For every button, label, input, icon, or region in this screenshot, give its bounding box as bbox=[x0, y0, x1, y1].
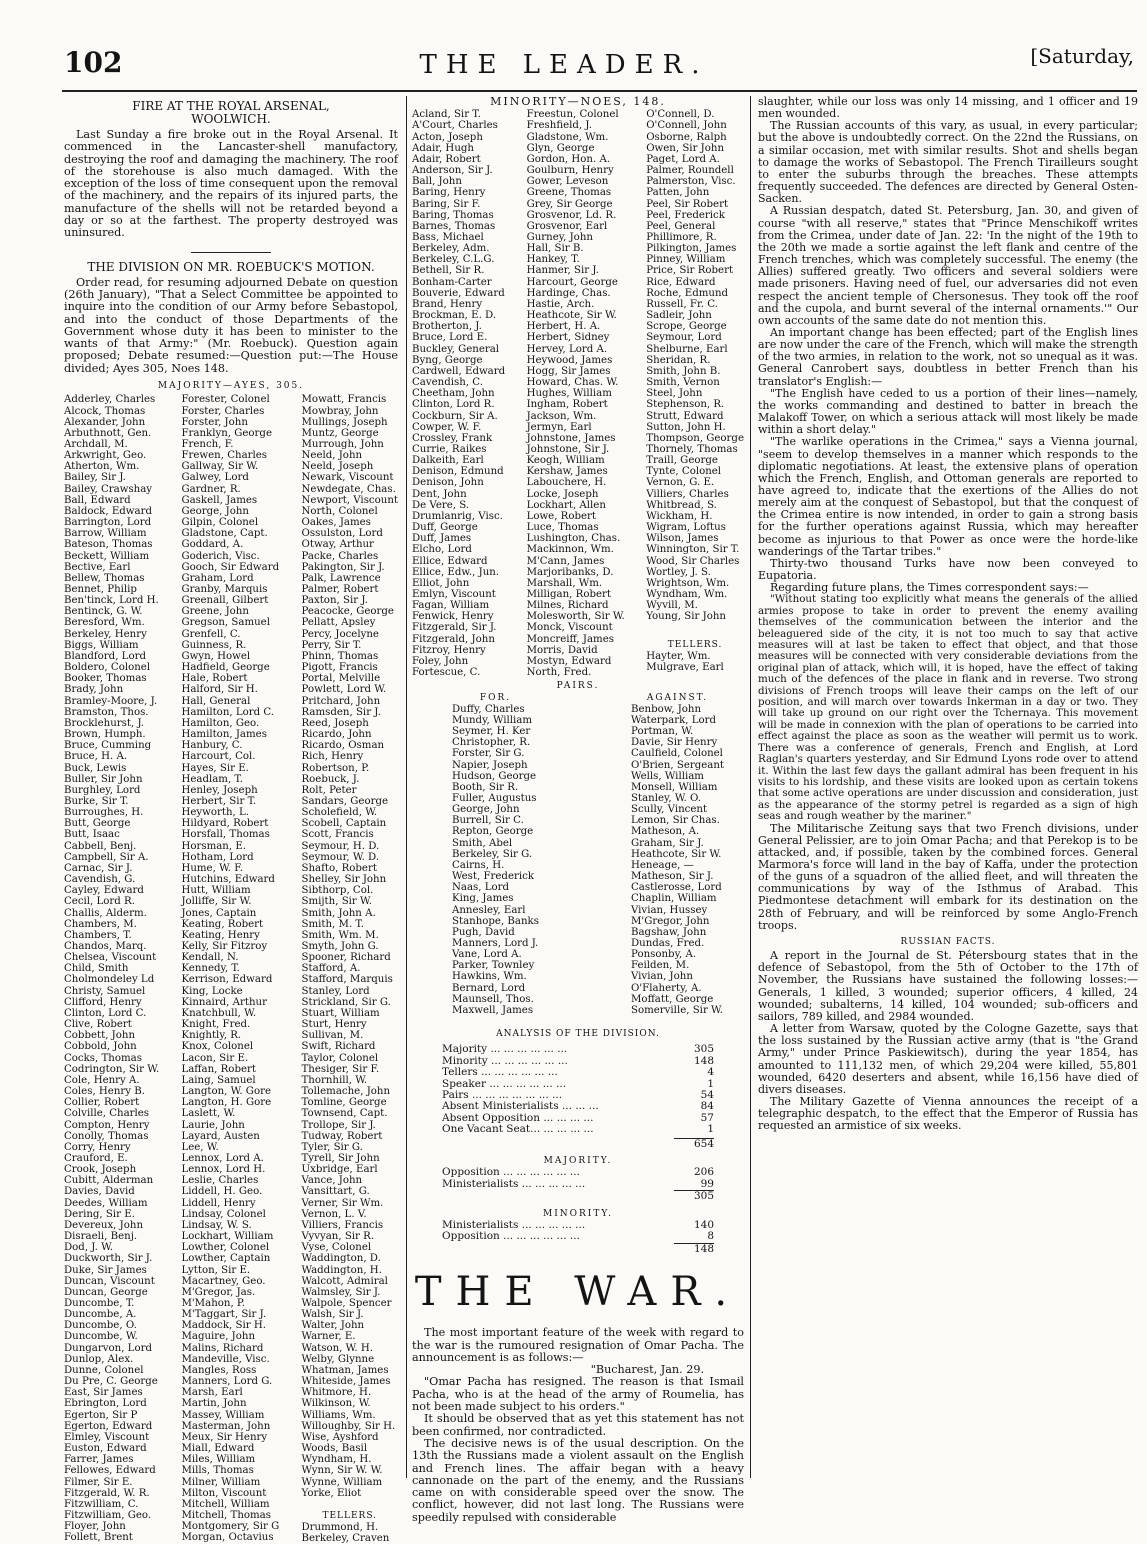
minority-heading: MINORITY—NOES, 148. bbox=[490, 95, 666, 108]
analysis-row-label: Ministerialists ... ... ... ... ... bbox=[442, 1177, 586, 1190]
analysis-table bbox=[412, 1044, 744, 1255]
pairs-list bbox=[412, 693, 744, 1017]
war-heading: THE WAR. bbox=[414, 1269, 742, 1316]
newspaper-title: THE LEADER. bbox=[419, 50, 709, 80]
russian-facts-heading: RUSSIAN FACTS. bbox=[900, 936, 996, 947]
noes-column-1: Acland, Sir T. A'Court, Charles Acton, Joseph Adair, Hugh Adair, Robert Anderson, Sir J. Ball, John Baring, Henry Baring, Sir F. Baring, Thomas Barnes, Thomas Bass, Michael Berkeley, Adm. Berkeley, C.L.G. Bethell, Sir R. Bonham-Carter Bouverie, Edward Brand, Henry Brockman, E. D. Brotherton, J. Bruce, Lord E. Buckley, General Byng, George Cardwell, Edward Cavendish, C. Cheetham, John Clinton, Lord R. Cockburn, Sir A. Cowper, W. F. Crossley, Frank Currie, Raikes Dalkeith, Earl Denison, Edmund Denison, John Dent, John De Vere, S. Drumlanrig, Visc. Duff, George Duff, James Elcho, Lord Ellice, Edward Ellice, Edw., Jun. Elliot, John Emlyn, Viscount Fagan, William Fenwick, Henry Fitzgerald, Sir J. Fitzgerald, John Fitzroy, Henry Foley, John Fortescue, C. bbox=[412, 109, 506, 679]
war-continued-10: The Militarische Zeitung says that two French divisions, under General Pelissier, are to join Omar Pacha; and that Perekop is to be attacked, and, if possible, taken by the combined forces. General Marmora's force will land in the bay of Kaffa, under the protection of the guns of a squadron of the allied fleet, and will threaten the communications by way of the Isthmus of Arabad. This Piedmontese detachment will embark for its destination on the 28th of February, and will be reinforced by some Anglo-French troops. bbox=[758, 821, 1138, 932]
war-continued-7: Thirty-two thousand Turks have now been conveyed to Eupatoria. bbox=[758, 556, 1138, 583]
analysis-row-label: Opposition ... ... ... ... ... ... bbox=[442, 1166, 580, 1179]
analysis-total: 654 bbox=[674, 1138, 714, 1150]
ayes-column-3: Mowatt, Francis Mowbray, John Mullings, Joseph Muntz, George Murrough, John Neeld, John Neeld, Joseph Newark, Viscount Newdegate, Chas. Newport, Viscount North, Colonel Oakes, James Ossulston, Lord Otway, Arthur Packe, Charles Pakington, Sir J. Palk, Lawrence Palmer, Robert Paxton, Sir J. Peacocke, George Pellatt, Apsley Percy, Jocelyne Perry, Sir T. Phinn, Thomas Pigott, Francis Portal, Melville Powlett, Lord W. Pritchard, John Ramsden, Sir J. Reed, Joseph Ricardo, John Ricardo, Osman Rich, Henry Robertson, P. Roebuck, J. Rolt, Peter Sandars, George Scholefield, W. Scobell, Captain Scott, Francis Seymour, H. D. Seymour, W. D. Shafto, Robert Shelley, Sir John Sibthorp, Col. Smijth, Sir W. Smith, John A. Smith, M. T. Smith, Wm. M. Smyth, John G. Spooner, Richard Stafford, A. Stafford, Marquis Stanley, Lord Strickland, Sir G. Stuart, William Sturt, Henry Sullivan, M. Swift, Richard Taylor, Colonel Thesiger, Sir F. Thornhill, W. Tollemache, John Tomline, George Townsend, Capt. Trollope, Sir J. Tudway, Robert Tyler, Sir G. Tyrell, Sir John Uxbridge, Earl Vance, John Vansittart, G. Verner, Sir Wm. Vernon, L. V. Villiers, Francis Vyvyan, Sir R. Vyse, Colonel Waddington, D. Waddington, H. Walcott, Admiral Walmsley, Sir J. Walpole, Spencer Walsh, Sir J. Walter, John Warner, E. Watson, W. H. Welby, Glynne Whatman, James Whiteside, James Whitmore, H. Wilkinson, W. Williams, Wm. Willoughby, Sir H. Wise, Ayshford Woods, Basil Wyndham, H. Wynn, Sir W. W. Wynne, William Yorke, Eliot TELLERS. Drummond, H. Berkeley, Craven bbox=[301, 394, 398, 1544]
analysis-row-value: 140 bbox=[693, 1219, 714, 1232]
masthead bbox=[64, 40, 1134, 90]
war-continued-6: "The warlike operations in the Crimea," says a Vienna journal, "seem to develop themselves in a manner which responds to the diplomatic negotiations. At least, the extensive plans of operation which the French, English, and Ottoman generals are reported to have agreed to, indicate that the exertions of the Allies do not merely aim at the conquest of Sebastopol, but that the conquest of the Crimea entire is now intended, in order to gain a strong basis for the further operations against Russia, which may hereafter become as injurious to that Power as once were the horde-like wanderings of the Tartar tribes." bbox=[758, 435, 1138, 558]
analysis-row-value: 54 bbox=[700, 1089, 714, 1102]
analysis-row-value: 1 bbox=[707, 1123, 714, 1136]
war-continued-5: "The English have ceded to us a portion of their lines—namely, the works commanding and destined to batter in breach the Malakoff Tower, on which a serious attack will most likely be made within a short delay." bbox=[758, 386, 1138, 437]
analysis-row-label: Tellers ... ... ... ... ... ... bbox=[442, 1066, 558, 1079]
page-number: 102 bbox=[64, 46, 123, 79]
analysis-row-label: Absent Opposition ... ... ... ... bbox=[442, 1111, 594, 1124]
column-left bbox=[64, 100, 398, 1544]
ayes-list bbox=[64, 394, 398, 1544]
war-continued-3: A Russian despatch, dated St. Petersburg, Jan. 30, and given of course "with all reserve," states that "Prince Menschikoff writes from the Crimea, under date of Jan. 22: 'In the night of the 19th to the 20th we made a sortie against the left flank and centre of the French trenches, which was completely successful. The enemy (the Allies) suffered greatly. Two officers and several soldiers were made prisoners. Having need of fuel, our adversaries did not even respect the ancient temple of Chersonesus. They took off the roof and the cupola, and burnt several of the internal ornaments.'" Our own accounts of the same date do not mention this. bbox=[758, 204, 1138, 327]
analysis-row-value: 57 bbox=[700, 1111, 714, 1124]
analysis-minority-total: 148 bbox=[674, 1243, 714, 1255]
russian-facts-1: A report in the Journal de St. Pétersbourg states that in the defence of Sebastopol, from the 5th of October to the 17th of November, the Russians have sustained the following losses:—Generals, 1 killed, 3 wounded; superior officers, 4 killed, 24 wounded; subalterns, 14 killed, 104 wounded; sub-officers and sailors, 789 killed, and 2984 wounded. bbox=[758, 949, 1138, 1023]
column-rule-1 bbox=[406, 96, 407, 1478]
analysis-row-value: 1 bbox=[707, 1077, 714, 1090]
noes-tellers-heading: TELLERS. bbox=[667, 639, 723, 650]
analysis-row-label: Pairs ... ... ... ... ... ... ... bbox=[442, 1089, 563, 1102]
war-continued-4: An important change has been effected; part of the English lines are now under the care of the French, which will make the strength of the two armies, in relation to the work, not so unequal as it was. General Canrobert says, doubtless in better French than his translator's English:— bbox=[758, 325, 1138, 388]
war-continued-8: Regarding future plans, the Times correspondent says:— bbox=[770, 581, 1089, 595]
majority-heading: MAJORITY—AYES, 305. bbox=[157, 381, 305, 392]
analysis-row-label: Opposition ... ... ... ... ... ... bbox=[442, 1230, 580, 1243]
ayes-tellers-heading: TELLERS. bbox=[322, 1510, 378, 1521]
noes-column-3: O'Connell, D. O'Connell, John Osborne, Ralph Owen, Sir John Paget, Lord A. Palmer, Roundell Palmerston, Visc. Patten, John Peel, Sir Robert Peel, Frederick Peel, General Phillimore, R. Pilkington, James Pinney, William Price, Sir Robert Rice, Edward Roche, Edmund Russell, Fr. C. Sadleir, John Scrope, George Seymour, Lord Shelburne, Earl Sheridan, R. Smith, John B. Smith, Vernon Steel, John Stephenson, R. Strutt, Edward Sutton, John H. Thompson, George Thornely, Thomas Traill, George Tynte, Colonel Vernon, G. E. Villiers, Charles Whitbread, S. Wickham, H. Wigram, Loftus Wilson, James Winnington, Sir T. Wood, Sir Charles Wortley, J. S. Wrightson, Wm. Wyndham, Wm. Wyvill, M. Young, Sir John TELLERS. Hayter, Wm. Mulgrave, Earl bbox=[646, 109, 744, 673]
fire-subheading: WOOLWICH. bbox=[191, 112, 271, 126]
analysis-rows bbox=[442, 1044, 714, 1135]
analysis-row bbox=[442, 1124, 714, 1135]
column-rule-2 bbox=[750, 96, 751, 1478]
pairs-against: AGAINST. Benbow, John Waterpark, Lord Portman, W. Davie, Sir Henry Caulfield, Colonel O'Brien, Sergeant Wells, William Monsell, William Stanley, W. O. Scully, Vincent Lemon, Sir Chas. Matheson, A. Graham, Sir J. Heathcote, Sir W. Heneage, — Matheson, Sir J. Castlerosse, Lord Chaplin, William Vivian, Hussey M'Gregor, John Bagshaw, John Dundas, Fred. Ponsonby, A. Feilden, M. Vivian, John O'Flaherty, A. Moffatt, George Somerville, Sir W. bbox=[631, 692, 724, 1016]
russian-facts-3: The Military Gazette of Vienna announces the receipt of a telegraphic despatch, to the effect that the Emperor of Russia has requested an armistice of six weeks. bbox=[758, 1094, 1138, 1133]
masthead-rule bbox=[62, 90, 1137, 92]
issue-day: [Saturday, bbox=[1030, 44, 1134, 68]
analysis-row-label: Ministerialists ... ... ... ... ... bbox=[442, 1219, 586, 1232]
section-divider bbox=[191, 252, 271, 253]
war-dateline: "Bucharest, Jan. 29. bbox=[590, 1363, 704, 1377]
analysis-row-value: 4 bbox=[707, 1066, 714, 1079]
analysis-row-label: Minority ... ... ... ... ... ... bbox=[442, 1054, 568, 1067]
analysis-minority-heading: MINORITY. bbox=[542, 1208, 613, 1219]
column-middle bbox=[412, 96, 744, 1524]
ayes-column-1: Adderley, Charles Alcock, Thomas Alexander, John Arbuthnott, Gen. Archdall, M. Arkwright, Geo. Atherton, Wm. Bailey, Sir J. Bailey, Crawshay Ball, Edward Baldock, Edward Barrington, Lord Barrow, William Bateson, Thomas Beckett, William Bective, Earl Bellew, Thomas Bennet, Philip Ben'tinck, Lord H. Bentinck, G. W. Beresford, Wm. Berkeley, Henry Biggs, William Blandford, Lord Boldero, Colonel Booker, Thomas Brady, John Bramley-Moore, J. Bramston, Thos. Brocklehurst, J. Brown, Humph. Bruce, Cumming Bruce, H. A. Buck, Lewis Buller, Sir John Burghley, Lord Burke, Sir T. Burroughes, H. Butt, George Butt, Isaac Cabbell, Benj. Campbell, Sir A. Carnac, Sir J. Cavendish, G. Cayley, Edward Cecil, Lord R. Challis, Alderm. Chambers, M. Chambers, T. Chandos, Marq. Chelsea, Viscount Child, Smith Cholmondeley Ld Christy, Samuel Clifford, Henry Clinton, Lord C. Clive, Robert Cobbett, John Cobbold, John Cocks, Thomas Codrington, Sir W. Cole, Henry A. Coles, Henry B. Collier, Robert Colville, Charles Compton, Henry Conolly, Thomas Corry, Henry Crauford, E. Crook, Joseph Cubitt, Alderman Davies, David Deedes, William Dering, Sir E. Devereux, John Disraeli, Benj. Dod, J. W. Duckworth, Sir J. Duke, Sir James Duncan, Viscount Duncan, George Duncombe, T. Duncombe, A. Duncombe, O. Duncombe, W. Dungarvon, Lord Dunlop, Alex. Dunne, Colonel Du Pre, C. George East, Sir James Ebrington, Lord Egerton, Sir P Egerton, Edward Elmley, Viscount Euston, Edward Farrer, James Fellowes, Edward Filmer, Sir E. Fitzgerald, W. R. Fitzwilliam, C. Fitzwilliam, Geo. Floyer, John Follett, Brent bbox=[64, 394, 160, 1544]
analysis-majority-rows bbox=[442, 1167, 714, 1190]
column-right bbox=[758, 96, 1138, 1132]
ayes-tellers: Drummond, H. Berkeley, Craven bbox=[301, 1522, 390, 1544]
analysis-row-label: Speaker ... ... ... ... ... ... bbox=[442, 1077, 567, 1090]
noes-list bbox=[412, 109, 744, 678]
fire-article: Last Sunday a fire broke out in the Royal Arsenal. It commenced in the Lancaster-shell manufactory, destroying the roof and damaging the machinery. The roof of the storehouse is also much damaged. With the exception of the loss of time consequent upon the removal of the machinery, and the repairs of its injured parts, the manufacture of the shells will not be retarded beyond a day or so at the farthest. The property destroyed was uninsured. bbox=[64, 128, 398, 240]
analysis-row-value: 8 bbox=[707, 1230, 714, 1243]
war-paragraph-3: It should be observed that as yet this statement has not been confirmed, nor contradicted. bbox=[412, 1412, 744, 1438]
division-heading: THE DIVISION ON MR. ROEBUCK'S MOTION. bbox=[87, 259, 375, 274]
analysis-heading: ANALYSIS OF THE DIVISION. bbox=[496, 1029, 660, 1040]
pairs-heading: PAIRS. bbox=[556, 681, 600, 692]
analysis-majority-total: 305 bbox=[674, 1190, 714, 1202]
war-paragraph-4: The decisive news is of the usual description. On the 13th the Russians made a violent assault on the English and French lines. The affair began with a heavy cannonade on the part of the enemy, and the Russians came on with considerable speed over the snow. The conflict, however, did not last long. The Russians were speedily repulsed with considerable bbox=[412, 1436, 744, 1524]
noes-column-2: Freestun, Colonel Freshfield, J. Gladstone, Wm. Glyn, George Gordon, Hon. A. Goulburn, Henry Gower, Leveson Greene, Thomas Grey, Sir George Grosvenor, Ld. R. Grosvenor, Earl Gurney, John Hall, Sir B. Hankey, T. Hanmer, Sir J. Harcourt, George Hardinge, Chas. Hastie, Arch. Heathcote, Sir W. Herbert, H. A. Herbert, Sidney Hervey, Lord A. Heywood, James Hogg, Sir James Howard, Chas. W. Hughes, William Ingham, Robert Jackson, Wm. Jermyn, Earl Johnstone, James Johnstone, Sir J. Keogh, William Kershaw, James Labouchere, H. Locke, Joseph Lockhart, Allen Lowe, Robert Luce, Thomas Lushington, Chas. Mackinnon, Wm. M'Cann, James Marjoribanks, D. Marshall, Wm. Milligan, Robert Milnes, Richard Molesworth, Sir W. Monck, Viscount Moncreiff, James Morris, David Mostyn, Edward North, Fred. bbox=[526, 109, 625, 679]
russian-facts-2: A letter from Warsaw, quoted by the Cologne Gazette, says that the loss sustained by the Russian active army (that is "the Grand Army," under Prince Paskiewitsch), during the year 1854, has amounted to 111,132 men, of which 29,204 were killed, 55,801 wounded, 6420 deserters and absent, while 16,156 have died of divers diseases. bbox=[758, 1022, 1138, 1096]
analysis-row-label: Majority ... ... ... ... ... ... bbox=[442, 1043, 568, 1056]
analysis-minority-rows bbox=[442, 1220, 714, 1243]
war-continued-9: "Without stating too explicitly what means the generals of the allied armies propose to take in order to prevent the enemy availing themselves of the communication between the interior and the beleaguered side of the city, it is not too much to say that active measures will at last be taken to effect that object, and that those measures will be connected with very considerable deviations from the original plan of attack, which will, it is hoped, have the effect of taking much of the defences of the place in flank and in reverse. Two strong divisions of French troops will leave their camps on the left of our position, and will march over towards Inkerman in a day or two. They will take up ground on our right over the Tchernaya. This movement will be made in connexion with the plan of operations to be carried into effect against the place as soon as the weather will permit us to work. There was a conference of generals, French and English, at Lord Raglan's quarters yesterday, and Sir Edmund Lyons rode over to attend it. Within the last few days the gallant admiral has been frequent in his visits to his lordship, and these visits are looked upon as certain tokens that some active operations are under discussion and consideration, just as the appearance of the stormy petrel is regarded as a sign of high seas and rough weather by the mariner." bbox=[758, 593, 1138, 823]
analysis-row-value: 305 bbox=[693, 1043, 714, 1056]
analysis-row-value: 148 bbox=[693, 1054, 714, 1067]
pairs-for: FOR. Duffy, Charles Mundy, William Seymer, H. Ker Christopher, R. Forster, Sir G. Napier, Joseph Hudson, George Booth, Sir R. Fuller, Augustus George, John Burrell, Sir C. Repton, George Smith, Abel Berkeley, Sir G. Cairns, H. West, Frederick Naas, Lord King, James Annesley, Earl Stanhope, Banks Pugh, David Manners, Lord J. Vane, Lord A. Parker, Townley Hawkins, Wm. Bernard, Lord Maunsell, Thos. Maxwell, James bbox=[452, 692, 539, 1016]
noes-tellers: Hayter, Wm. Mulgrave, Earl bbox=[646, 650, 724, 673]
war-paragraph-1: The most important feature of the week with regard to the war is the rumoured resignation of Omar Pacha. The announcement is as follows:— bbox=[412, 1326, 744, 1364]
analysis-majority-heading: MAJORITY. bbox=[543, 1156, 613, 1167]
ayes-column-2: Forester, Colonel Forster, Charles Forster, John Franklyn, George French, F. Frewen, Charles Gallway, Sir W. Galwey, Lord Gardner, R. Gaskell, James George, John Gilpin, Colonel Gladstone, Capt. Goddard, A. Goderich, Visc. Gooch, Sir Edward Graham, Lord Granby, Marquis Greenall, Gilbert Greene, John Gregson, Samuel Grenfell, C. Guinness, R. Gwyn, Howel Hadfield, George Hale, Robert Halford, Sir H. Hall, General Hamilton, Lord C. Hamilton, Geo. Hamilton, James Hanbury, C. Harcourt, Col. Hayes, Sir E. Headlam, T. Henley, Joseph Herbert, Sir T. Heyworth, L. Hildyard, Robert Horsfall, Thomas Horsman, E. Hotham, Lord Hume, W. F. Hutchins, Edward Hutt, William Jolliffe, Sir W. Jones, Captain Keating, Robert Keating, Henry Kelly, Sir Fitzroy Kendall, N. Kennedy, T. Kerrison, Edward King, Locke Kinnaird, Arthur Knatchbull, W. Knight, Fred. Knightly, R. Knox, Colonel Lacon, Sir E. Laffan, Robert Laing, Samuel Langton, W. Gore Langton, H. Gore Laslett, W. Laurie, John Layard, Austen Lee, W. Lennox, Lord A. Lennox, Lord H. Leslie, Charles Liddell, H. Geo. Liddell, Henry Lindsay, Colonel Lindsay, W. S. Lockhart, William Lowther, Colonel Lowther, Captain Lytton, Sir E. Macartney, Geo. M'Gregor, Jas. M'Mahon, P. M'Taggart, Sir J. Maddock, Sir H. Maguire, John Malins, Richard Mandeville, Visc. Mangles, Ross Manners, Lord G. Marsh, Earl Martin, John Massey, William Masterman, John Meux, Sir Henry Miall, Edward Miles, William Mills, Thomas Milner, William Milton, Viscount Mitchell, William Mitchell, Thomas Montgomery, Sir G Morgan, Octavius bbox=[181, 394, 280, 1544]
war-continued-1: slaughter, while our loss was only 14 missing, and 1 officer and 19 men wounded. bbox=[758, 95, 1138, 121]
war-paragraph-2: "Omar Pacha has resigned. The reason is that Ismail Pacha, who is at the head of the army of Roumelia, has not been made subject to his orders." bbox=[412, 1375, 744, 1414]
pairs-for-heading: FOR. bbox=[479, 692, 512, 703]
analysis-row bbox=[442, 1179, 714, 1190]
division-article: Order read, for resuming adjourned Debate on question (26th January), "That a Select Committee be appointed to inquire into the condition of our Army before Sebastopol, and into the conduct of those Departments of the Government whose duty it has been to minister to the wants of that Army:" (Mr. Roebuck). Question again proposed; Debate resumed:—Question put:—The House divided; Ayes 305, Noes 148. bbox=[64, 275, 398, 375]
analysis-row-label: One Vacant Seat... ... ... ... ... bbox=[442, 1123, 594, 1136]
fire-heading: FIRE AT THE ROYAL ARSENAL, bbox=[132, 99, 330, 113]
analysis-row-value: 206 bbox=[693, 1166, 714, 1179]
analysis-row bbox=[442, 1067, 714, 1078]
analysis-row bbox=[442, 1231, 714, 1242]
analysis-row-value: 84 bbox=[700, 1100, 714, 1113]
war-continued-2: The Russian accounts of this vary, as usual, in every particular; but the above is undoubtedly correct. On the 22nd the Russians, on a similar occasion, met with similar results. Shot and shells began to damage the works of Sebastopol. The French Tirailleurs sought to enter the suburbs through the breaches. These attempts frequently succeeded. The defences are directed by General Osten-Sacken. bbox=[758, 119, 1138, 206]
analysis-row-label: Absent Ministerialists ... ... ... bbox=[442, 1100, 599, 1113]
analysis-row-value: 99 bbox=[700, 1177, 714, 1190]
pairs-against-heading: AGAINST. bbox=[646, 692, 709, 703]
